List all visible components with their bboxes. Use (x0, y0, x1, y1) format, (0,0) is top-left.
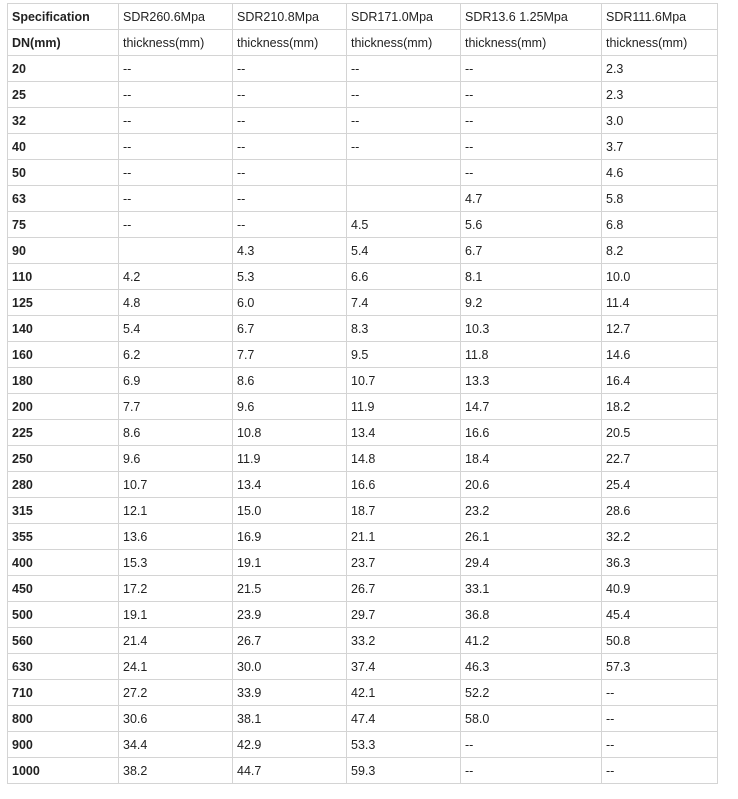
table-cell: 47.4 (347, 706, 461, 732)
table-cell: 27.2 (119, 680, 233, 706)
table-cell: 10.0 (602, 264, 718, 290)
table-cell: 7.4 (347, 290, 461, 316)
table-cell: 11.8 (461, 342, 602, 368)
table-row (8, 368, 718, 394)
table-cell: 59.3 (347, 758, 461, 784)
table-cell (347, 160, 461, 186)
table-cell: 2.3 (602, 82, 718, 108)
table-cell: 6.0 (233, 290, 347, 316)
table-cell: 25.4 (602, 472, 718, 498)
table-row (8, 576, 718, 602)
row-label-cell: 63 (8, 186, 119, 212)
table-cell: 20.6 (461, 472, 602, 498)
table-cell: 13.6 (119, 524, 233, 550)
table-cell: 19.1 (119, 602, 233, 628)
table-cell: 15.0 (233, 498, 347, 524)
table-cell: 53.3 (347, 732, 461, 758)
table-cell: -- (233, 134, 347, 160)
table-cell: 5.8 (602, 186, 718, 212)
table-cell: -- (347, 82, 461, 108)
table-cell: 10.8 (233, 420, 347, 446)
table-cell: 6.7 (233, 316, 347, 342)
table-row (8, 472, 718, 498)
row-label-cell: Specification (8, 4, 119, 30)
table-cell: -- (347, 134, 461, 160)
table-cell: 9.6 (233, 394, 347, 420)
table-row (8, 524, 718, 550)
table-row (8, 160, 718, 186)
table-cell: 4.5 (347, 212, 461, 238)
table-cell: 23.9 (233, 602, 347, 628)
table-cell: -- (461, 134, 602, 160)
table-cell: 8.2 (602, 238, 718, 264)
table-cell: 13.4 (233, 472, 347, 498)
table-cell: thickness(mm) (461, 30, 602, 56)
table-cell: 12.1 (119, 498, 233, 524)
table-cell: SDR13.6 1.25Mpa (461, 4, 602, 30)
table-cell: 8.3 (347, 316, 461, 342)
row-label-cell: 125 (8, 290, 119, 316)
table-cell: -- (233, 108, 347, 134)
table-row (8, 290, 718, 316)
table-cell: 42.1 (347, 680, 461, 706)
table-cell: -- (602, 706, 718, 732)
table-cell (119, 238, 233, 264)
table-cell: 5.4 (119, 316, 233, 342)
row-label-cell: 90 (8, 238, 119, 264)
table-row (8, 420, 718, 446)
table-cell: 33.9 (233, 680, 347, 706)
row-label-cell: 315 (8, 498, 119, 524)
row-label-cell: 800 (8, 706, 119, 732)
table-cell: -- (602, 758, 718, 784)
table-cell: 36.8 (461, 602, 602, 628)
table-cell: 18.2 (602, 394, 718, 420)
table-cell: 28.6 (602, 498, 718, 524)
pipe-thickness-table (7, 3, 718, 784)
table-cell: -- (119, 108, 233, 134)
table-cell: -- (119, 82, 233, 108)
table-row (8, 550, 718, 576)
row-label-cell: 450 (8, 576, 119, 602)
table-cell: 6.2 (119, 342, 233, 368)
table-cell: 5.6 (461, 212, 602, 238)
table-cell: 40.9 (602, 576, 718, 602)
table-cell: 13.4 (347, 420, 461, 446)
table-cell: 29.4 (461, 550, 602, 576)
table-cell: 16.6 (461, 420, 602, 446)
table-cell: 14.7 (461, 394, 602, 420)
table-cell: 8.6 (119, 420, 233, 446)
table-cell: 37.4 (347, 654, 461, 680)
table-cell (347, 186, 461, 212)
table-cell: 32.2 (602, 524, 718, 550)
table-row (8, 264, 718, 290)
row-label-cell: 710 (8, 680, 119, 706)
table-cell: 18.4 (461, 446, 602, 472)
table-cell: -- (119, 212, 233, 238)
table-cell: 23.2 (461, 498, 602, 524)
row-label-cell: 180 (8, 368, 119, 394)
table-row (8, 238, 718, 264)
table-cell: 6.6 (347, 264, 461, 290)
row-label-cell: DN(mm) (8, 30, 119, 56)
table-row (8, 758, 718, 784)
table-cell: 21.4 (119, 628, 233, 654)
table-cell: -- (233, 160, 347, 186)
table-cell: -- (233, 212, 347, 238)
table-cell: 4.2 (119, 264, 233, 290)
table-cell: -- (461, 160, 602, 186)
table-cell: 11.4 (602, 290, 718, 316)
table-cell: 12.7 (602, 316, 718, 342)
table-cell: 15.3 (119, 550, 233, 576)
subheader-row (8, 30, 718, 56)
table-cell: thickness(mm) (119, 30, 233, 56)
table-cell: 50.8 (602, 628, 718, 654)
table-cell: 14.6 (602, 342, 718, 368)
row-label-cell: 40 (8, 134, 119, 160)
table-cell: 29.7 (347, 602, 461, 628)
table-cell: 16.6 (347, 472, 461, 498)
table-cell: 3.0 (602, 108, 718, 134)
row-label-cell: 140 (8, 316, 119, 342)
row-label-cell: 110 (8, 264, 119, 290)
table-cell: 20.5 (602, 420, 718, 446)
row-label-cell: 355 (8, 524, 119, 550)
row-label-cell: 200 (8, 394, 119, 420)
table-cell: 21.1 (347, 524, 461, 550)
table-cell: 18.7 (347, 498, 461, 524)
table-cell: 38.2 (119, 758, 233, 784)
table-cell: 2.3 (602, 56, 718, 82)
table-cell: SDR171.0Mpa (347, 4, 461, 30)
table-cell: 26.7 (233, 628, 347, 654)
row-label-cell: 900 (8, 732, 119, 758)
table-row (8, 134, 718, 160)
row-label-cell: 32 (8, 108, 119, 134)
table-cell: 5.4 (347, 238, 461, 264)
table-cell: -- (461, 732, 602, 758)
table-cell: -- (233, 56, 347, 82)
table-cell: thickness(mm) (602, 30, 718, 56)
table-cell: -- (602, 680, 718, 706)
table-row (8, 56, 718, 82)
table-cell: 3.7 (602, 134, 718, 160)
table-cell: 9.6 (119, 446, 233, 472)
row-label-cell: 280 (8, 472, 119, 498)
table-cell: 17.2 (119, 576, 233, 602)
table-row (8, 446, 718, 472)
table-cell: 22.7 (602, 446, 718, 472)
table-cell: 10.7 (119, 472, 233, 498)
table-cell: 33.2 (347, 628, 461, 654)
table-cell: -- (602, 732, 718, 758)
table-cell: 11.9 (233, 446, 347, 472)
table-cell: 21.5 (233, 576, 347, 602)
header-row (8, 4, 718, 30)
table-cell: 34.4 (119, 732, 233, 758)
row-label-cell: 400 (8, 550, 119, 576)
table-cell: -- (119, 134, 233, 160)
table-cell: -- (233, 186, 347, 212)
table-cell: 14.8 (347, 446, 461, 472)
pipe-spec-table-wrapper (7, 3, 718, 784)
row-label-cell: 500 (8, 602, 119, 628)
table-cell: 7.7 (233, 342, 347, 368)
table-cell: -- (119, 160, 233, 186)
table-cell: 38.1 (233, 706, 347, 732)
table-cell: thickness(mm) (233, 30, 347, 56)
table-cell: SDR210.8Mpa (233, 4, 347, 30)
row-label-cell: 20 (8, 56, 119, 82)
table-cell: 41.2 (461, 628, 602, 654)
table-cell: SDR111.6Mpa (602, 4, 718, 30)
table-cell: 10.3 (461, 316, 602, 342)
table-row (8, 654, 718, 680)
table-cell: 44.7 (233, 758, 347, 784)
table-cell: thickness(mm) (347, 30, 461, 56)
table-row (8, 498, 718, 524)
table-cell: -- (233, 82, 347, 108)
table-cell: 8.1 (461, 264, 602, 290)
row-label-cell: 225 (8, 420, 119, 446)
table-cell: -- (119, 56, 233, 82)
table-cell: 4.7 (461, 186, 602, 212)
table-cell: -- (347, 108, 461, 134)
table-cell: 6.8 (602, 212, 718, 238)
table-cell: 52.2 (461, 680, 602, 706)
table-cell: 4.6 (602, 160, 718, 186)
row-label-cell: 75 (8, 212, 119, 238)
table-cell: -- (347, 56, 461, 82)
table-cell: 30.0 (233, 654, 347, 680)
table-cell: 9.5 (347, 342, 461, 368)
table-cell: 13.3 (461, 368, 602, 394)
table-cell: -- (119, 186, 233, 212)
table-row (8, 706, 718, 732)
table-cell: 30.6 (119, 706, 233, 732)
table-row (8, 186, 718, 212)
table-cell: 19.1 (233, 550, 347, 576)
table-cell: 5.3 (233, 264, 347, 290)
table-cell: 26.1 (461, 524, 602, 550)
table-cell: 8.6 (233, 368, 347, 394)
table-cell: 4.3 (233, 238, 347, 264)
row-label-cell: 1000 (8, 758, 119, 784)
table-cell: -- (461, 82, 602, 108)
table-cell: 16.4 (602, 368, 718, 394)
table-cell: 57.3 (602, 654, 718, 680)
table-row (8, 628, 718, 654)
table-cell: 24.1 (119, 654, 233, 680)
table-cell: 23.7 (347, 550, 461, 576)
table-cell: 42.9 (233, 732, 347, 758)
row-label-cell: 25 (8, 82, 119, 108)
table-row (8, 732, 718, 758)
table-cell: 6.7 (461, 238, 602, 264)
table-cell: -- (461, 758, 602, 784)
table-cell: -- (461, 108, 602, 134)
table-row (8, 680, 718, 706)
table-row (8, 108, 718, 134)
table-cell: SDR260.6Mpa (119, 4, 233, 30)
table-cell: 7.7 (119, 394, 233, 420)
table-row (8, 342, 718, 368)
table-cell: 4.8 (119, 290, 233, 316)
row-label-cell: 560 (8, 628, 119, 654)
table-cell: 58.0 (461, 706, 602, 732)
table-cell: 6.9 (119, 368, 233, 394)
row-label-cell: 50 (8, 160, 119, 186)
table-cell: 10.7 (347, 368, 461, 394)
table-cell: 45.4 (602, 602, 718, 628)
table-cell: 16.9 (233, 524, 347, 550)
table-row (8, 602, 718, 628)
table-row (8, 394, 718, 420)
table-row (8, 316, 718, 342)
table-cell: 11.9 (347, 394, 461, 420)
table-row (8, 82, 718, 108)
table-cell: 46.3 (461, 654, 602, 680)
row-label-cell: 250 (8, 446, 119, 472)
table-row (8, 212, 718, 238)
row-label-cell: 160 (8, 342, 119, 368)
table-cell: -- (461, 56, 602, 82)
table-cell: 33.1 (461, 576, 602, 602)
table-cell: 9.2 (461, 290, 602, 316)
row-label-cell: 630 (8, 654, 119, 680)
table-cell: 36.3 (602, 550, 718, 576)
table-cell: 26.7 (347, 576, 461, 602)
